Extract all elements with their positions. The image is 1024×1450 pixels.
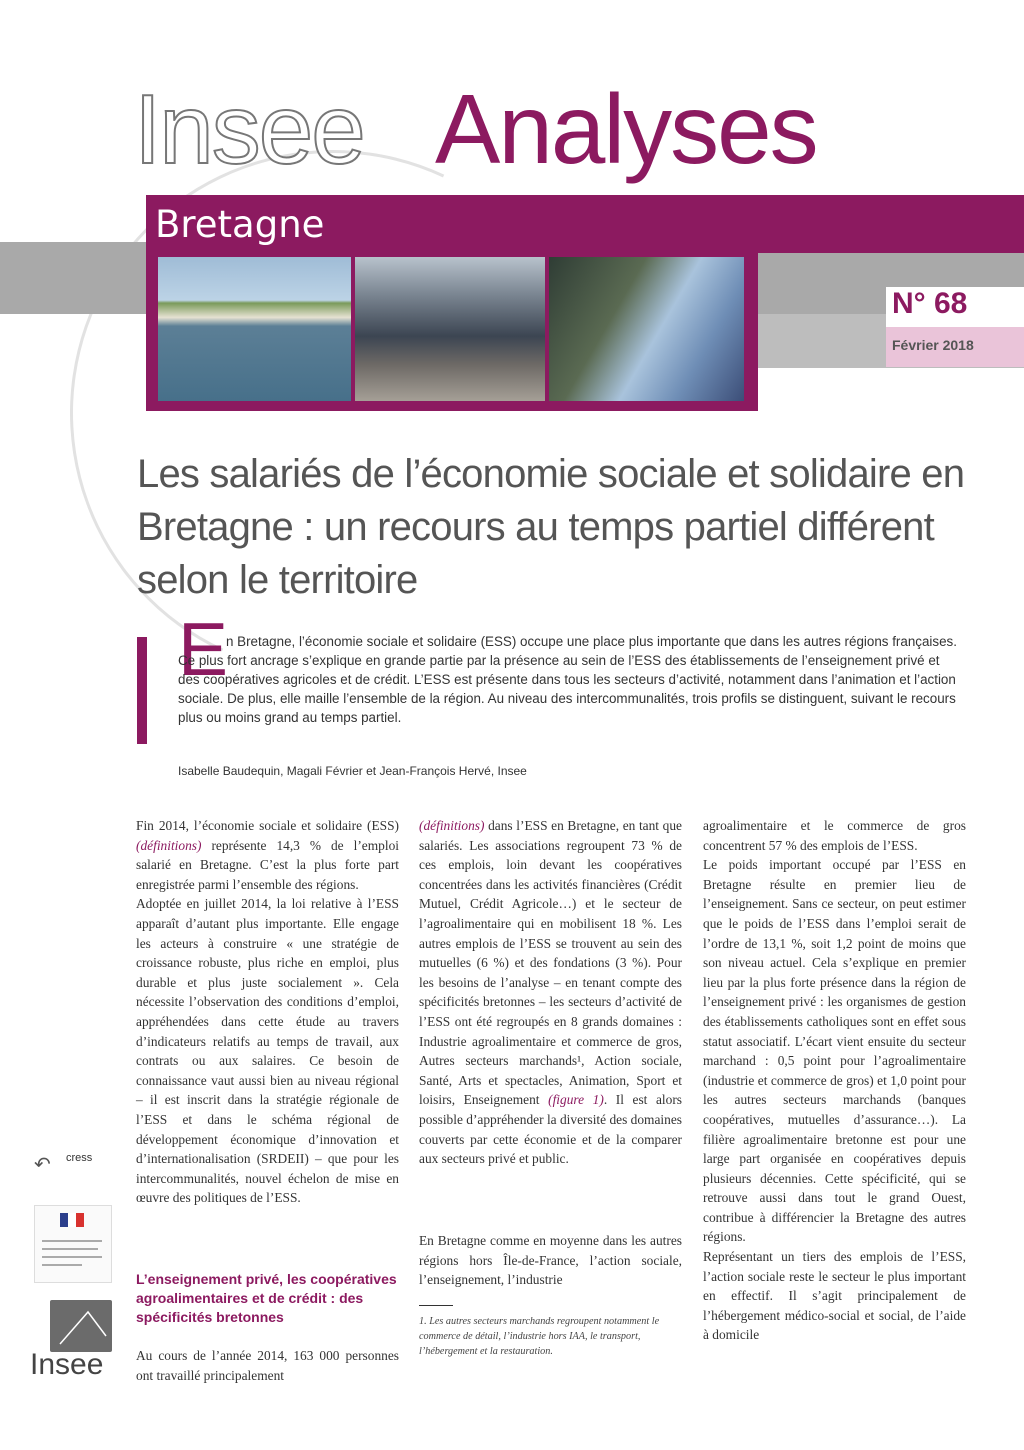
col3-paragraph-2: Le poids important occupé par l’ESS en Bretagne résulte en premier lieu de l’enseignement. Sans ce secteur, on peut estimer que le poids de l’ESS dans l’emploi serait de l’ordre de 13,1 %, soit 1,2 point de moins que son niveau actuel. Cela s’explique en premier lieu par la plus forte présence dans la région de l’enseignement privé : les organismes de gestion des établissements catholiques sont en effet sous statut associatif. L’écart vient ensuite du secteur marchand : 0,5 point pour l’agroalimentaire (industrie et commerce de gros) et 1,0 point pour les autres secteurs marchands (banques coopératives, mutuelles d’assurance…). La filière agroalimentaire bretonne est pour une large part organisée en coopératives depuis plusieurs décennies. Cette spécificité, qui se retrouve aussi dans tout le grand Ouest, contribue à différencier la Bretagne des autres régions. — [703, 857, 966, 1245]
article-title: Les salariés de l’économie sociale et solidaire en Bretagne : un recours au temps partiel différent selon le territoire — [137, 452, 965, 602]
issue-number: N° 68 — [892, 287, 968, 320]
prefecture-logo-line — [42, 1240, 102, 1242]
column-3 — [703, 816, 966, 1345]
cress-logo-icon: ↶ — [34, 1152, 51, 1176]
section-subheading: L’enseignement privé, les coopératives agroalimentaires et de crédit : des spécificités bretonnes — [136, 1271, 397, 1325]
photo-students — [355, 257, 545, 401]
prefecture-logo-line — [42, 1264, 82, 1266]
column-1 — [136, 816, 399, 1208]
col2-paragraph-1: (définitions) dans l’ESS en Bretagne, en tant que salariés. Les associations regroupent 73 % de ces emplois, loin devant les coopératives concentrées dans les activités financières (Crédit Mutuel, Crédit Agricole…) et le secteur de l’agroalimentaire qui en mobilisent 18 %. Les autres emplois de l’ESS se trouvent au sein des mutuelles (6 %) et des fondations (3 %). Pour les besoins de l’analyse – en tenant compte des spécificités bretonnes – les secteurs d’activité de l’ESS ont été regroupés en 8 grands domaines : Industrie agroalimentaire et commerce de gros, Autres secteurs marchands¹, Action sociale, Santé, Arts et spectacles, Animation, Sport et loisirs, Enseignement (figure 1). Il est alors possible d’appréhender la diversité des domaines couverts par cette économie et de la comparer aux secteurs privé et public. — [419, 818, 682, 1167]
brand-insee: Insee — [134, 74, 364, 184]
col2-paragraph-2: En Bretagne comme en moyenne dans les autres régions hors Île-de-France, l’action sociale, l’enseignement, l’industrie — [419, 1233, 682, 1288]
definitions-link[interactable]: (définitions) — [136, 837, 202, 853]
brand-analyses: Analyses — [435, 74, 817, 184]
insee-logo-mark — [58, 1306, 108, 1346]
col3-paragraph-3: Représentant un tiers des emplois de l’ESS, l’action sociale reste le secteur le plus important en effectif. Il s’agit principalement de l’hébergement médico-social et social, de l’aide à domicile — [703, 1249, 966, 1343]
col1-paragraph-1: Fin 2014, l’économie sociale et solidaire (ESS) (définitions) représente 14,3 % de l’emploi salarié en Bretagne. C’est la plus forte part enregistrée parmi l’ensemble des régions. — [136, 818, 399, 892]
photo-laboratory — [549, 257, 744, 401]
cress-logo-text: cress — [66, 1152, 93, 1164]
definitions-link-2[interactable]: (définitions) — [419, 818, 485, 833]
issue-date: Février 2018 — [892, 337, 974, 353]
prefecture-logo-line — [42, 1256, 102, 1258]
footnote-rule — [419, 1305, 453, 1306]
lead-paragraph: n Bretagne, l’économie sociale et solidaire (ESS) occupe une place plus importante que dans les autres régions françaises. Ce plus fort ancrage s’explique en grande partie par la présence au sein de l’ESS des établissements de l’enseignement privé et des coopératives agricoles et de crédit. L’ESS est présente dans tous les secteurs d’activité, notamment dans l’animation et l’action sociale. De plus, elle maille l’ensemble de la région. Au niveau des intercommunalités, trois profils se distinguent, suivant le recours plus ou moins grand au temps partiel. — [178, 634, 957, 725]
column-2 — [419, 816, 682, 1169]
drop-cap: E — [178, 607, 229, 691]
region-label: Bretagne — [155, 203, 325, 246]
french-flag-icon — [60, 1213, 84, 1227]
lead-bar — [137, 637, 147, 744]
footnote: 1. Les autres secteurs marchands regroupent notamment le commerce de détail, l’industrie hors IAA, le transport, l’hébergement et la restauration. — [419, 1316, 660, 1357]
insee-logo-text: Insee — [30, 1348, 104, 1381]
col1-paragraph-3: Au cours de l’année 2014, 163 000 personnes ont travaillé principalement — [136, 1348, 399, 1383]
authors: Isabelle Baudequin, Magali Février et Jean-François Hervé, Insee — [178, 764, 527, 778]
photo-harbour — [158, 257, 351, 401]
prefecture-logo-line — [42, 1248, 98, 1250]
col1-paragraph-2: Adoptée en juillet 2014, la loi relative à l’ESS apparaît d’autant plus importante. Elle engage les acteurs à construire « une stratégie de croissance robuste, plus riche en emploi, plus durable et plus juste socialement ». Cela nécessite l’observation des conditions d’emploi, appréhendées dans cette étude au travers d’indicateurs relatifs au temps de travail, aux contrats ou aux salaires. Ce besoin de connaissance vaut aussi bien au niveau régional – il est inscrit dans la stratégie régionale de l’ESS et dans le schéma régional de développement économique d’innovation et d’internationalisation (SRDEII) – que pour les intercommunalités, nouvel échelon de mise en œuvre des politiques de l’ESS. — [136, 896, 399, 1206]
figure-1-link[interactable]: (figure 1) — [548, 1092, 604, 1108]
col3-paragraph-1: agroalimentaire et le commerce de gros concentrent 57 % des emplois de l’ESS. — [703, 818, 966, 853]
